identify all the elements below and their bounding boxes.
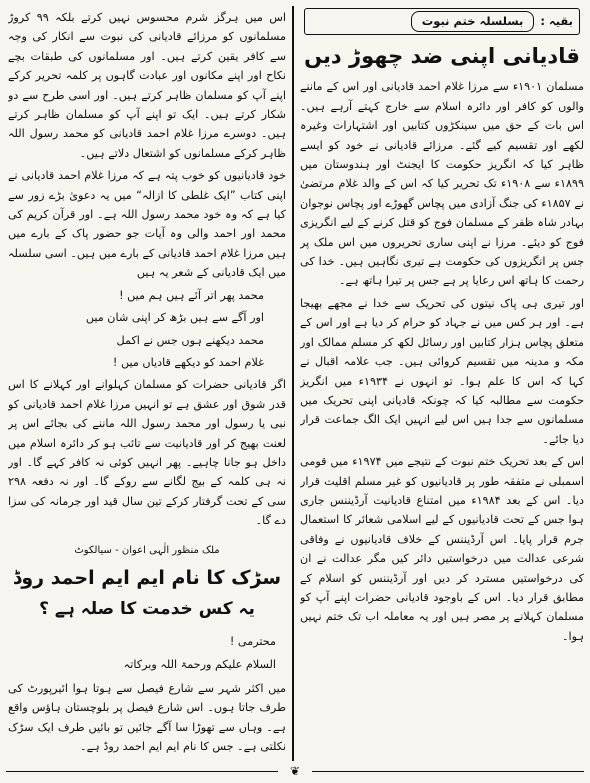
series-label: بسلسلہ ختم نبوت — [411, 11, 535, 32]
article-paragraph: مسلمان ۱۹۰۱ء سے مرزا غلام احمد قادیانی اور اس کے ماننے والوں کو کافر اور دائرہ اسلام سے خارج کہتے آرہے ہیں۔ اس بات کے حق میں سینکڑوں کتابیں اور اشتہارات وغیرہ لکھے اور تقسیم کیے گئے۔ مرزائے قادیانی نے خود کو ایسے ظاہر کیا کہ انگریز حکومت کا ایجنٹ اور ہندوستان میں ۱۸۹۹ء سے ۱۹۰۸ء تک تحریر کیا کہ اس کے والد غلام مرتضیٰ نے ۱۸۵۷ء کی جنگ آزادی میں پچاس گھوڑے اور پچاس نوجوان بہادر شاہ ظفر کے مسلمان فوج کو قتل کرنے کے لیے انگریزی فوج کو دیئے۔ مرزا نے اپنی ساری تحریروں میں اس ملک پر جس پر انگریزوں کی حکومت ہے تیری نگاہیں ہیں۔ خدا کی رحمت کا ہاتھ اس رعایا پر ہے جس پر تیرا ہاتھ ہے۔ — [300, 80, 584, 288]
article-title: قادیانی اپنی ضد چھوڑ دیں — [304, 44, 580, 69]
continuation-header — [304, 8, 580, 35]
poem-block — [8, 286, 286, 373]
flourish-icon: ❦ — [289, 764, 301, 778]
poem-line: اور آگے سے ہیں بڑھ کر اپنی شان میں — [85, 311, 264, 325]
letter-greeting: السلام علیکم ورحمۃ اللہ وبرکاتہ — [123, 658, 276, 672]
continued-paragraph: اس میں ہرگز شرم محسوس نہیں کرتے بلکہ ۹۹ کروڑ مسلمانوں کو مرزائے قادیانی کی نبوت سے انکار کی وجہ سے کافر یقین کرتے ہیں۔ اور مسلمانوں کی طبقات بچے نکاح اور اپنے مکانوں اور عبادت گاہوں پر کلمہ تحریر کرکے اپنے آپ کو مسلمان ظاہر کرتے ہیں۔ اور اسی طرح سے دو شکار کرتے ہیں۔ ایک تو اپنے آپ کو مسلمان ظاہر کرتے ہیں۔ دوسرے مرزا غلام احمد قادیانی کو محمد رسول اللہ ظاہر کرکے مسلمانوں کو اشتعال دلاتے ہیں۔ — [8, 11, 286, 160]
footer-rule-right — [312, 771, 584, 772]
poem-line: محمد پھر اتر آئے ہیں ہم میں ! — [119, 288, 264, 302]
footer-ornament — [6, 763, 584, 779]
letter-salutation: محترمی ! — [229, 634, 276, 648]
poem-line: غلام احمد کو دیکھے قادیاں میں ! — [112, 355, 264, 369]
continued-paragraph: خود قادیانیوں کو خوب پتہ ہے کہ مرزا غلام احمد قادیانی نے اپنی کتاب ”ایک غلطی کا ازالہ“ میں یہ دعویٰ بڑے زور سے کیا ہے کہ وہ خود محمد رسول اللہ ہے۔ اور قرآن کریم کی محمد اور احمد والی وہ آیات جو حضور پاک کے بارے میں ہیں مرزا غلام احمد قادیانی کے بارے میں ہیں۔ اسی سلسلہ میں ایک قادیانی کے شعر یہ ہیں — [8, 169, 286, 280]
column-divider — [292, 6, 294, 761]
footer-rule-left — [6, 771, 278, 772]
left-column — [8, 8, 286, 759]
closing-paragraph: اگر قادیانی حضرات کو مسلمان کہلوانے اور کہلانے کا اس قدر شوق اور عشق ہے تو انہیں مرزا غلام احمد قادیانی کو نبی یا رسول اور محمد رسول اللہ ماننے کی بجائے اس پر لعنت بھیج کر اور قادیانیت سے تائب ہو کر دائرہ اسلام میں داخل ہو جانا چاہیے۔ پھر انہیں کوئی نہ کافر کہے گا۔ اور نہ ہی کلمہ کے بیج لگانے سے روکے گا۔ اور نہ دفعہ ۲۹۸ سی کے تحت گرفتار کرکے تین سال قید اور جرمانہ کی سزا دے گا۔ — [8, 378, 286, 528]
continuation-prefix: بقیہ : — [540, 14, 573, 28]
author-byline: ملک منظور الٰہی اعوان - سیالکوٹ — [74, 544, 220, 556]
letter-title: سڑک کا نام ایم ایم احمد روڈ — [12, 566, 282, 589]
letter-subtitle: یہ کس خدمت کا صلہ ہے ؟ — [39, 598, 255, 619]
article-paragraph: اور تیری ہی پاک نیتوں کی تحریک سے خدا نے مجھے بھیجا ہے۔ اور ہر کس میں نے جہاد کو حرام کر دیا ہے اور اس کے متعلق پچاس ہزار کتابیں اور رسائل لکھ کر مسلم ممالک اور مکہ و مدینہ میں تقسیم کروائی ہیں۔ جب علامہ اقبال نے کہا کہ اس کا علم ہوا۔ تو انہوں نے ۱۹۳۴ء میں انگریز حکومت سے مطالبہ کیا کہ چونکہ قادیانی اپنی تحریک میں مسلمانوں سے جدا ہیں اس لیے انہیں ایک الگ جماعت قرار دیا جائے۔ — [300, 296, 584, 446]
article-paragraph: اس کے بعد تحریک ختم نبوت کے نتیجے میں ۱۹۷۴ء میں قومی اسمبلی نے متفقہ طور پر قادیانیوں کو غیر مسلم اقلیت قرار دیا۔ اس کے بعد ۱۹۸۴ء میں امتناع قادیانیت آرڈیننس جاری ہوا جس کے تحت قادیانیوں کے لیے اسلامی شعائر کا استعمال جرم قرار پایا۔ اس آرڈیننس کے خلاف قادیانیوں نے وفاقی شرعی عدالت میں درخواستیں دائر کیں مگر عدالت نے ان کی درخواستیں مسترد کر دیں اور آرڈیننس کو اسلام کے مطابق قرار دیا۔ اس کے باوجود قادیانی حضرات اپنے آپ کو مسلمان کہلانے پر مصر ہیں اور یہ معاملہ اب تک ختم نہیں ہوا۔ — [300, 455, 584, 643]
right-column — [300, 8, 584, 759]
letter-body: میں اکثر شہر سے شارع فیصل سے ہوتا ہوا ائیرپورٹ کی طرف جاتا ہوں۔ اس شارع فیصل پر بلوچستان ہاؤس واقع ہے۔ وہاں سے تھوڑا سا آگے جائیں تو بائیں طرف ایک سڑک نکلتی ہے۔ جس کا نام ایم ایم احمد روڈ ہے۔ — [8, 681, 286, 753]
poem-line: محمد دیکھنے ہوں جس نے اکمل — [116, 333, 264, 347]
